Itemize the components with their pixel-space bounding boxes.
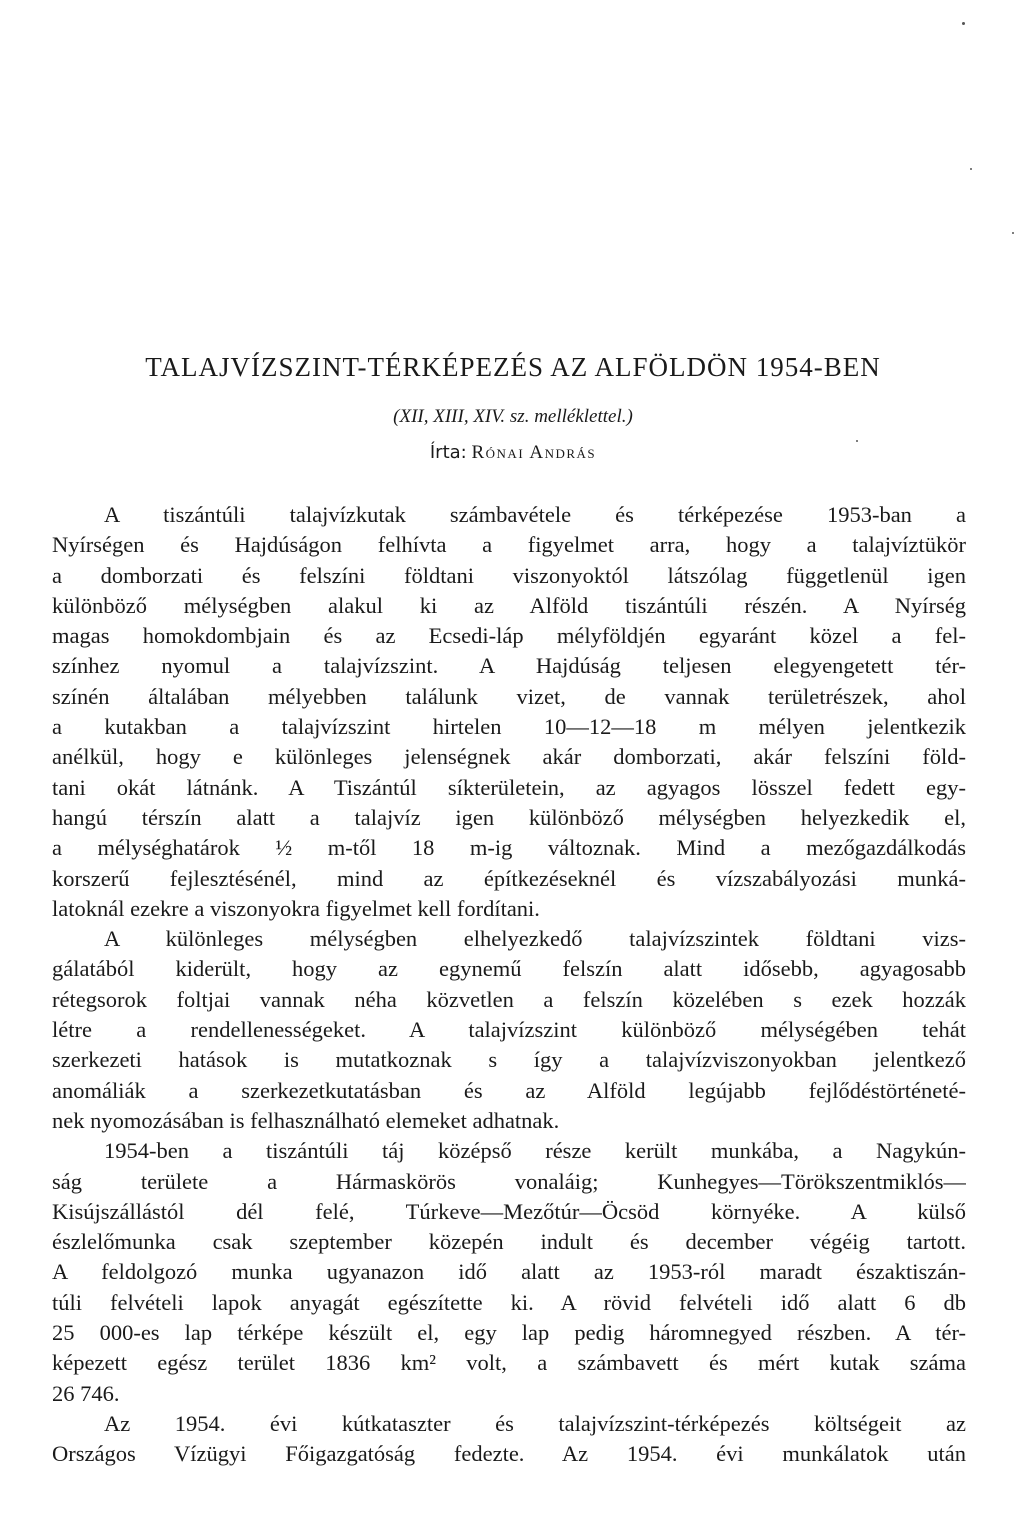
text-line: színhez nyomul a talajvízszint. A Hajdúság teljesen elegyengetett tér- xyxy=(52,653,966,679)
text-line: A tiszántúli talajvízkutak számbavétele és térképezése 1953-ban a xyxy=(104,502,966,527)
text-line: rétegsorok foltjai vannak néha közvetlen a felszín közelében s ezek hozzák xyxy=(52,986,966,1012)
text-line: a kutakban a talajvízszint hirtelen 10—12—18 m mélyen jelentkezik xyxy=(52,714,966,740)
scan-speck xyxy=(856,440,858,442)
text-line: képezett egész terület 1836 km² volt, a számbavett és mért kutak száma xyxy=(52,1350,966,1376)
text-line: különböző mélységben alakul ki az Alföld tiszántúli részén. A Nyírség xyxy=(52,592,966,618)
text-line: 1954-ben a tiszántúli táj középső része került munkába, a Nagykún- xyxy=(104,1138,966,1164)
scan-speck xyxy=(962,22,965,25)
text-line: 26 746. xyxy=(52,1380,120,1406)
text-line: nek nyomozásában is felhasználható elemeket adhatnak. xyxy=(52,1107,560,1133)
text-line: Kisújszállástól dél felé, Túrkeve—Mezőtúr—Öcsöd környéke. A külső xyxy=(52,1198,966,1224)
paragraph-3 xyxy=(52,1136,966,1409)
author-label: Írta: xyxy=(429,442,467,463)
text-line: anomáliák a szerkezetkutatásban és az Alföld legújabb fejlődéstörténeté- xyxy=(52,1077,966,1103)
text-line: Nyírségen és Hajdúságon felhívta a figyelmet arra, hogy a talajvíztükör xyxy=(52,532,966,558)
scan-speck xyxy=(1012,232,1014,234)
text-line: Az 1954. évi kútkataszter és talajvízszint-térképezés költségeit az xyxy=(104,1410,966,1436)
text-line: létre a rendellenességeket. A talajvízszint különböző mélységében tehát xyxy=(52,1017,966,1043)
scan-speck xyxy=(970,168,972,170)
text-line: latoknál ezekre a viszonyokra figyelmet kell fordítani. xyxy=(52,895,540,921)
text-line: hangú térszín alatt a talajvíz igen különböző mélységben helyezkedik el, xyxy=(52,804,966,830)
text-line: a mélységhatárok ½ m-től 18 m-ig változnak. Mind a mezőgazdálkodás xyxy=(52,835,966,861)
text-line: 25 000-es lap térképe készült el, egy lap pedig háromnegyed részben. A tér- xyxy=(52,1320,966,1346)
paragraph-1 xyxy=(52,500,966,924)
text-line: ság területe a Hármaskörös vonaláig; Kunhegyes—Törökszentmiklós— xyxy=(52,1168,966,1194)
text-line: gálatából kiderült, hogy az egynemű felszín alatt idősebb, agyagosabb xyxy=(52,956,966,982)
author-name: Rónai András xyxy=(471,442,597,463)
author-line xyxy=(80,442,946,464)
text-line: anélkül, hogy e különleges jelenségnek akár domborzati, akár felszíni föld- xyxy=(52,744,966,770)
document-subtitle: (XII, XIII, XIV. sz. melléklettel.) xyxy=(393,406,633,427)
text-line: a domborzati és felszíni földtani viszonyoktól látszólag függetlenül igen xyxy=(52,562,966,588)
text-line: szerkezeti hatások is mutatkoznak s így a talajvízviszonyokban jelentkező xyxy=(52,1047,966,1073)
paragraph-2 xyxy=(52,924,966,1136)
text-line: túli felvételi lapok anyagát egészítette ki. A rövid felvételi idő alatt 6 db xyxy=(52,1289,966,1315)
text-line: A feldolgozó munka ugyanazon idő alatt az 1953-ról maradt északtiszán- xyxy=(52,1259,966,1285)
text-line: korszerű fejlesztésénél, mind az építkezéseknél és vízszabályozási munká- xyxy=(52,865,966,891)
document-title: TALAJVÍZSZINT-TÉRKÉPEZÉS AZ ALFÖLDÖN 1954-BEN xyxy=(145,352,881,382)
text-line: észlelőmunka csak szeptember közepén indult és december végéig tartott. xyxy=(52,1229,966,1255)
text-line: tani okát látnánk. A Tiszántúl síkterületein, az agyagos lösszel fedett egy- xyxy=(52,774,966,800)
text-line: Országos Vízügyi Főigazgatóság fedezte. Az 1954. évi munkálatok után xyxy=(52,1441,966,1467)
paragraph-4 xyxy=(52,1409,966,1470)
text-line: A különleges mélységben elhelyezkedő talajvízszintek földtani vizs- xyxy=(104,926,966,952)
body-text xyxy=(52,500,966,1470)
text-line: színén általában mélyebben találunk vizet, de vannak területrészek, ahol xyxy=(52,683,966,709)
text-line: magas homokdombjain és az Ecsedi-láp mélyföldjén egyaránt közel a fel- xyxy=(52,623,966,649)
